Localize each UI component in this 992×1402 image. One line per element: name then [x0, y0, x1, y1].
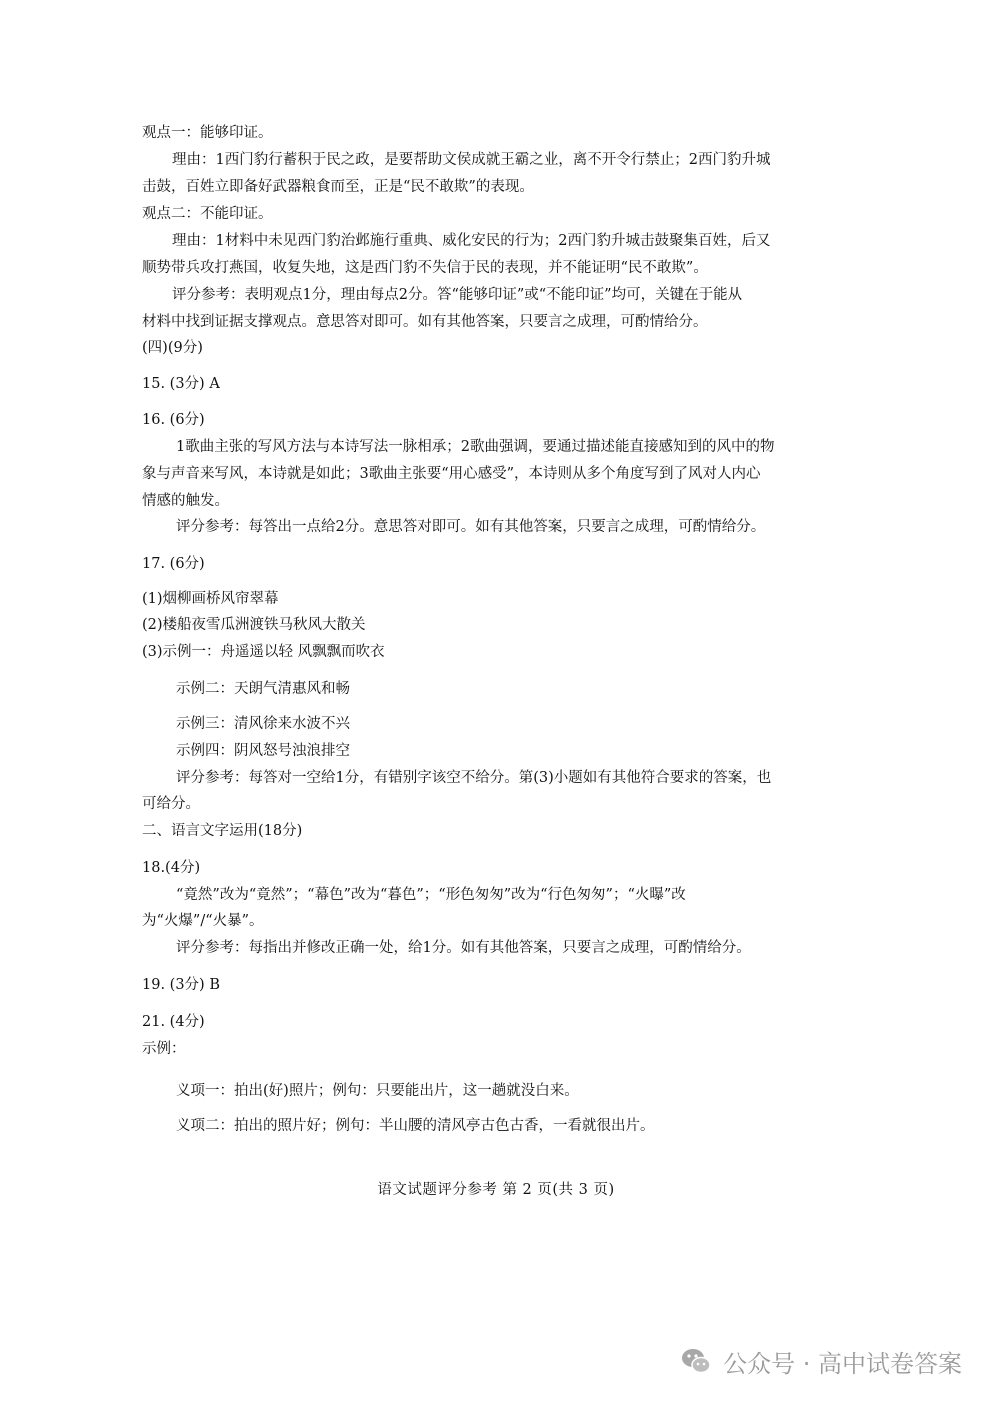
- question-heading: 21. (4分): [142, 1014, 205, 1030]
- text-line: 情感的触发。: [142, 493, 229, 509]
- text-line: 示例四：阴风怒号浊浪排空: [176, 743, 350, 759]
- text-line: (2)楼船夜雪瓜洲渡铁马秋风大散关: [142, 617, 366, 633]
- text-line: 可给分。: [142, 796, 200, 812]
- question-heading: 16. (6分): [142, 412, 205, 428]
- text-line: 示例：: [142, 1041, 186, 1057]
- text-line: (1)烟柳画桥风帘翠幕: [142, 591, 279, 607]
- wechat-icon: [679, 1344, 713, 1378]
- text-line: “竟然”改为“竟然”；“幕色”改为“暮色”；“形色匆匆”改为“行色匆匆”；“火曝”改: [176, 887, 686, 903]
- text-line: 顺势带兵攻打燕国，收复失地，这是西门豹不失信于民的表现，并不能证明“民不敢欺”。: [142, 260, 708, 276]
- page-footer: 语文试题评分参考 第 2 页(共 3 页): [377, 1182, 615, 1198]
- text-line: 1歌曲主张的写风方法与本诗写法一脉相承；2歌曲强调，要通过描述能直接感知到的风中的物: [176, 439, 775, 455]
- watermark: [679, 1343, 962, 1379]
- text-line: 评分参考：每答对一空给1分，有错别字该空不给分。第(3)小题如有其他符合要求的答案，也: [176, 770, 772, 786]
- text-line: 理由：1材料中未见西门豹治邺施行重典、威化安民的行为；2西门豹升城击鼓聚集百姓，后又: [172, 233, 771, 249]
- text-line: 示例三：清风徐来水波不兴: [176, 716, 350, 732]
- text-line: 理由：1西门豹行蓄积于民之政，是要帮助文侯成就王霸之业，离不开令行禁止；2西门豹升城: [172, 152, 771, 168]
- text-line: 观点二：不能印证。: [142, 206, 273, 222]
- section-heading: 二、语言文字运用(18分): [142, 823, 303, 839]
- text-line: (四)(9分): [142, 340, 203, 356]
- question-heading: 15. (3分) A: [142, 376, 220, 392]
- question-heading: 19. (3分) B: [142, 977, 220, 993]
- text-line: 义项一：拍出(好)照片；例句：只要能出片，这一趟就没白来。: [176, 1083, 579, 1099]
- question-heading: 17. (6分): [142, 556, 205, 572]
- text-line: 击鼓，百姓立即备好武器粮食而至，正是“民不敢欺”的表现。: [142, 179, 534, 195]
- question-heading: 18.(4分): [142, 860, 201, 876]
- text-line: 评分参考：每答出一点给2分。意思答对即可。如有其他答案，只要言之成理，可酌情给分。: [176, 519, 766, 535]
- text-line: 义项二：拍出的照片好；例句：半山腰的清风亭古色古香，一看就很出片。: [176, 1118, 655, 1134]
- text-line: 材料中找到证据支撑观点。意思答对即可。如有其他答案，只要言之成理，可酌情给分。: [142, 314, 708, 330]
- text-line: 评分参考：表明观点1分，理由每点2分。答“能够印证”或“不能印证”均可，关键在于能从: [172, 287, 743, 303]
- text-line: 观点一：能够印证。: [142, 125, 273, 141]
- text-line: 象与声音来写风，本诗就是如此；3歌曲主张要“用心感受”，本诗则从多个角度写到了风对人内心: [142, 466, 761, 482]
- text-line: (3)示例一：舟遥遥以轻 风飘飘而吹衣: [142, 644, 385, 660]
- text-line: 示例二：天朗气清惠风和畅: [176, 681, 350, 697]
- watermark-text: 公众号 · 高中试卷答案: [723, 1349, 962, 1378]
- text-line: 评分参考：每指出并修改正确一处，给1分。如有其他答案，只要言之成理，可酌情给分。: [176, 940, 751, 956]
- text-line: 为“火爆”/“火暴”。: [142, 913, 264, 929]
